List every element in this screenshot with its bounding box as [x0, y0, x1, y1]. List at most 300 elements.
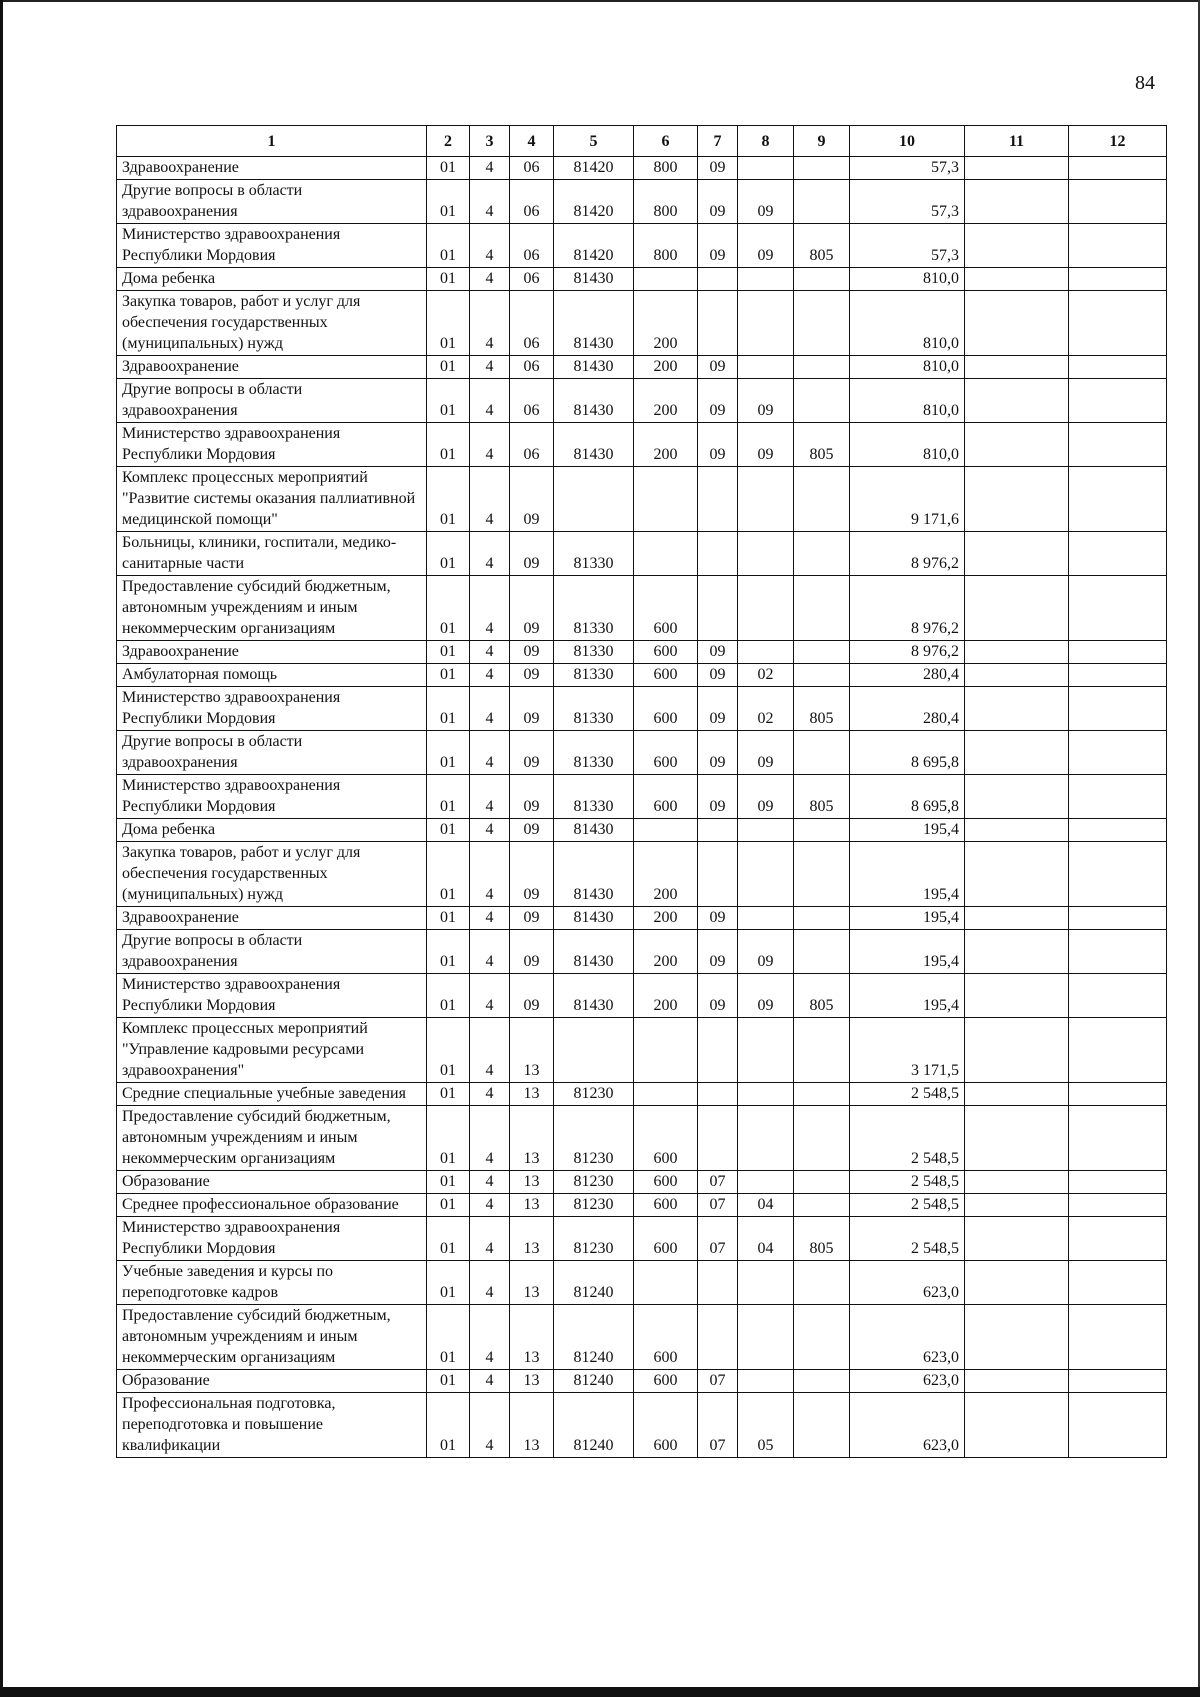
row-c2-cell: 01	[427, 268, 470, 291]
row-c2-cell: 01	[427, 379, 470, 423]
row-c10-cell: 623,0	[850, 1393, 965, 1458]
row-c7-cell	[698, 576, 738, 641]
row-c4-cell: 13	[510, 1393, 554, 1458]
row-c11-cell	[965, 1261, 1069, 1305]
row-c4-cell: 06	[510, 356, 554, 379]
row-c4-cell: 09	[510, 819, 554, 842]
row-c2-cell: 01	[427, 842, 470, 907]
row-c7-cell: 09	[698, 775, 738, 819]
row-c11-cell	[965, 819, 1069, 842]
row-name-cell: Здравоохранение	[117, 907, 427, 930]
row-name-cell: Министерство здравоохранения Республики Мордовия	[117, 224, 427, 268]
row-c12-cell	[1069, 1018, 1167, 1083]
row-c3-cell: 4	[470, 1370, 510, 1393]
row-c6-cell: 600	[634, 664, 698, 687]
row-name-cell: Другие вопросы в области здравоохранения	[117, 731, 427, 775]
row-c12-cell	[1069, 379, 1167, 423]
row-c12-cell	[1069, 1106, 1167, 1171]
row-c2-cell: 01	[427, 775, 470, 819]
row-c7-cell: 09	[698, 224, 738, 268]
row-c8-cell: 04	[738, 1217, 794, 1261]
row-c9-cell: 805	[794, 775, 850, 819]
row-c8-cell: 09	[738, 224, 794, 268]
row-c5-cell: 81330	[554, 687, 634, 731]
row-c4-cell: 13	[510, 1083, 554, 1106]
table-row	[117, 1171, 1167, 1194]
row-c7-cell: 09	[698, 687, 738, 731]
row-c6-cell: 800	[634, 224, 698, 268]
row-c2-cell: 01	[427, 1393, 470, 1458]
row-name-cell: Министерство здравоохранения Республики Мордовия	[117, 974, 427, 1018]
row-c9-cell	[794, 641, 850, 664]
row-c12-cell	[1069, 1393, 1167, 1458]
row-c11-cell	[965, 842, 1069, 907]
row-c6-cell: 800	[634, 180, 698, 224]
row-c7-cell	[698, 819, 738, 842]
scan-edge-top	[0, 0, 1200, 2]
row-c12-cell	[1069, 467, 1167, 532]
row-c12-cell	[1069, 1217, 1167, 1261]
row-c9-cell: 805	[794, 224, 850, 268]
table-row	[117, 1018, 1167, 1083]
row-c10-cell: 8 976,2	[850, 532, 965, 576]
row-c8-cell	[738, 576, 794, 641]
row-c6-cell: 200	[634, 842, 698, 907]
row-c9-cell: 805	[794, 423, 850, 467]
row-c2-cell: 01	[427, 1171, 470, 1194]
row-c5-cell: 81230	[554, 1106, 634, 1171]
row-c8-cell	[738, 641, 794, 664]
table-row	[117, 157, 1167, 180]
row-c10-cell: 195,4	[850, 930, 965, 974]
row-c7-cell	[698, 842, 738, 907]
row-c4-cell: 13	[510, 1018, 554, 1083]
row-c7-cell: 09	[698, 907, 738, 930]
row-c6-cell	[634, 532, 698, 576]
row-c11-cell	[965, 356, 1069, 379]
row-c5-cell: 81330	[554, 731, 634, 775]
column-header: 4	[510, 126, 554, 157]
row-c2-cell: 01	[427, 1018, 470, 1083]
row-c6-cell: 200	[634, 907, 698, 930]
row-c3-cell: 4	[470, 1393, 510, 1458]
row-c11-cell	[965, 1083, 1069, 1106]
row-c4-cell: 13	[510, 1106, 554, 1171]
row-c12-cell	[1069, 356, 1167, 379]
row-c3-cell: 4	[470, 1018, 510, 1083]
row-c7-cell: 09	[698, 731, 738, 775]
row-c11-cell	[965, 291, 1069, 356]
row-c5-cell: 81240	[554, 1261, 634, 1305]
column-header: 11	[965, 126, 1069, 157]
table-row	[117, 532, 1167, 576]
column-header: 1	[117, 126, 427, 157]
row-c2-cell: 01	[427, 1083, 470, 1106]
row-c3-cell: 4	[470, 930, 510, 974]
row-c3-cell: 4	[470, 664, 510, 687]
row-c7-cell: 07	[698, 1217, 738, 1261]
row-c4-cell: 09	[510, 467, 554, 532]
row-c10-cell: 195,4	[850, 907, 965, 930]
row-c6-cell: 200	[634, 423, 698, 467]
row-c5-cell: 81420	[554, 157, 634, 180]
row-c8-cell	[738, 1171, 794, 1194]
row-c12-cell	[1069, 775, 1167, 819]
row-c7-cell	[698, 467, 738, 532]
row-c6-cell: 600	[634, 641, 698, 664]
row-c6-cell: 800	[634, 157, 698, 180]
row-c3-cell: 4	[470, 731, 510, 775]
row-c4-cell: 09	[510, 576, 554, 641]
page-number: 84	[1135, 72, 1155, 94]
row-c4-cell: 13	[510, 1194, 554, 1217]
row-c12-cell	[1069, 423, 1167, 467]
row-c6-cell: 600	[634, 1194, 698, 1217]
row-c2-cell: 01	[427, 224, 470, 268]
row-c8-cell: 09	[738, 731, 794, 775]
row-c12-cell	[1069, 664, 1167, 687]
row-c8-cell	[738, 1083, 794, 1106]
row-c10-cell: 195,4	[850, 819, 965, 842]
row-c2-cell: 01	[427, 157, 470, 180]
row-c9-cell	[794, 1083, 850, 1106]
row-c10-cell: 623,0	[850, 1370, 965, 1393]
row-name-cell: Здравоохранение	[117, 641, 427, 664]
row-name-cell: Образование	[117, 1171, 427, 1194]
scan-edge-bottom	[0, 1687, 1200, 1697]
table-row	[117, 576, 1167, 641]
row-c6-cell: 600	[634, 1393, 698, 1458]
table-row	[117, 1217, 1167, 1261]
row-c7-cell	[698, 1106, 738, 1171]
row-c12-cell	[1069, 930, 1167, 974]
row-c8-cell	[738, 467, 794, 532]
row-c12-cell	[1069, 532, 1167, 576]
row-c11-cell	[965, 180, 1069, 224]
row-c12-cell	[1069, 1194, 1167, 1217]
row-c9-cell: 805	[794, 1217, 850, 1261]
column-header: 3	[470, 126, 510, 157]
table-row	[117, 1305, 1167, 1370]
row-c6-cell: 600	[634, 1370, 698, 1393]
row-c2-cell: 01	[427, 974, 470, 1018]
row-c3-cell: 4	[470, 1194, 510, 1217]
row-c3-cell: 4	[470, 224, 510, 268]
row-c4-cell: 13	[510, 1171, 554, 1194]
row-c5-cell: 81330	[554, 576, 634, 641]
row-name-cell: Среднее профессиональное образование	[117, 1194, 427, 1217]
row-c2-cell: 01	[427, 1106, 470, 1171]
row-c3-cell: 4	[470, 1305, 510, 1370]
row-c2-cell: 01	[427, 819, 470, 842]
column-header: 9	[794, 126, 850, 157]
row-c9-cell	[794, 1261, 850, 1305]
row-c8-cell	[738, 532, 794, 576]
row-c11-cell	[965, 467, 1069, 532]
row-c12-cell	[1069, 842, 1167, 907]
column-header: 5	[554, 126, 634, 157]
row-c11-cell	[965, 1106, 1069, 1171]
table-row	[117, 224, 1167, 268]
row-c8-cell: 09	[738, 930, 794, 974]
row-c8-cell: 05	[738, 1393, 794, 1458]
column-header: 6	[634, 126, 698, 157]
row-c10-cell: 8 976,2	[850, 576, 965, 641]
table-row	[117, 423, 1167, 467]
table-row	[117, 731, 1167, 775]
column-header: 8	[738, 126, 794, 157]
table-row	[117, 291, 1167, 356]
row-c8-cell: 02	[738, 687, 794, 731]
table-row	[117, 842, 1167, 907]
row-c3-cell: 4	[470, 1171, 510, 1194]
row-c8-cell: 09	[738, 180, 794, 224]
row-c8-cell	[738, 842, 794, 907]
row-c9-cell	[794, 1018, 850, 1083]
row-c7-cell	[698, 291, 738, 356]
row-c9-cell	[794, 819, 850, 842]
row-c10-cell: 623,0	[850, 1261, 965, 1305]
row-c9-cell	[794, 731, 850, 775]
row-c12-cell	[1069, 291, 1167, 356]
row-c6-cell	[634, 467, 698, 532]
row-c3-cell: 4	[470, 641, 510, 664]
row-c6-cell: 200	[634, 291, 698, 356]
row-c3-cell: 4	[470, 1106, 510, 1171]
row-c4-cell: 09	[510, 974, 554, 1018]
row-name-cell: Предоставление субсидий бюджетным, автономным учреждениям и иным некоммерческим организациям	[117, 1106, 427, 1171]
row-c6-cell: 600	[634, 576, 698, 641]
row-c2-cell: 01	[427, 687, 470, 731]
row-c10-cell: 195,4	[850, 842, 965, 907]
row-c4-cell: 09	[510, 842, 554, 907]
row-c9-cell	[794, 930, 850, 974]
row-c3-cell: 4	[470, 423, 510, 467]
row-c9-cell	[794, 1305, 850, 1370]
row-c7-cell: 09	[698, 974, 738, 1018]
row-c9-cell	[794, 1393, 850, 1458]
row-name-cell: Закупка товаров, работ и услуг для обеспечения государственных (муниципальных) нужд	[117, 291, 427, 356]
row-c9-cell	[794, 664, 850, 687]
row-c5-cell: 81430	[554, 907, 634, 930]
row-c10-cell: 9 171,6	[850, 467, 965, 532]
row-c2-cell: 01	[427, 731, 470, 775]
row-c3-cell: 4	[470, 1217, 510, 1261]
row-c6-cell	[634, 819, 698, 842]
row-c10-cell: 810,0	[850, 423, 965, 467]
row-c8-cell	[738, 819, 794, 842]
row-c10-cell: 8 695,8	[850, 731, 965, 775]
table-row	[117, 356, 1167, 379]
row-c10-cell: 57,3	[850, 224, 965, 268]
row-c8-cell	[738, 907, 794, 930]
row-c3-cell: 4	[470, 576, 510, 641]
row-c9-cell	[794, 1194, 850, 1217]
row-c11-cell	[965, 907, 1069, 930]
row-c10-cell: 3 171,5	[850, 1018, 965, 1083]
row-c9-cell	[794, 532, 850, 576]
row-c2-cell: 01	[427, 1370, 470, 1393]
row-c11-cell	[965, 687, 1069, 731]
row-c11-cell	[965, 1194, 1069, 1217]
row-name-cell: Учебные заведения и курсы по переподготовке кадров	[117, 1261, 427, 1305]
column-header: 12	[1069, 126, 1167, 157]
row-c5-cell: 81330	[554, 664, 634, 687]
row-c3-cell: 4	[470, 180, 510, 224]
row-c12-cell	[1069, 1171, 1167, 1194]
row-c8-cell: 02	[738, 664, 794, 687]
row-c3-cell: 4	[470, 974, 510, 1018]
row-c6-cell	[634, 268, 698, 291]
row-c9-cell	[794, 467, 850, 532]
row-c12-cell	[1069, 224, 1167, 268]
row-c2-cell: 01	[427, 930, 470, 974]
row-name-cell: Амбулаторная помощь	[117, 664, 427, 687]
row-c11-cell	[965, 974, 1069, 1018]
table-row	[117, 268, 1167, 291]
row-c6-cell: 200	[634, 974, 698, 1018]
row-c11-cell	[965, 532, 1069, 576]
row-c10-cell: 810,0	[850, 291, 965, 356]
row-c11-cell	[965, 1393, 1069, 1458]
row-c11-cell	[965, 423, 1069, 467]
row-c6-cell: 200	[634, 930, 698, 974]
row-c12-cell	[1069, 157, 1167, 180]
row-name-cell: Закупка товаров, работ и услуг для обеспечения государственных (муниципальных) нужд	[117, 842, 427, 907]
table-row	[117, 1393, 1167, 1458]
table-row	[117, 1261, 1167, 1305]
row-c4-cell: 06	[510, 268, 554, 291]
row-c12-cell	[1069, 1305, 1167, 1370]
row-c10-cell: 810,0	[850, 268, 965, 291]
column-header: 10	[850, 126, 965, 157]
row-c2-cell: 01	[427, 467, 470, 532]
row-c6-cell	[634, 1083, 698, 1106]
row-c11-cell	[965, 1171, 1069, 1194]
table-row	[117, 1370, 1167, 1393]
row-name-cell: Министерство здравоохранения Республики Мордовия	[117, 1217, 427, 1261]
row-c9-cell	[794, 1106, 850, 1171]
row-c8-cell	[738, 291, 794, 356]
row-c6-cell: 600	[634, 1106, 698, 1171]
row-c10-cell: 195,4	[850, 974, 965, 1018]
row-c8-cell	[738, 157, 794, 180]
column-header: 7	[698, 126, 738, 157]
row-c11-cell	[965, 576, 1069, 641]
row-c5-cell: 81430	[554, 268, 634, 291]
table-row	[117, 1106, 1167, 1171]
row-c9-cell	[794, 379, 850, 423]
row-c9-cell: 805	[794, 687, 850, 731]
row-c4-cell: 06	[510, 157, 554, 180]
row-c4-cell: 09	[510, 687, 554, 731]
row-c2-cell: 01	[427, 291, 470, 356]
row-c4-cell: 06	[510, 180, 554, 224]
row-c7-cell	[698, 1083, 738, 1106]
row-c11-cell	[965, 930, 1069, 974]
row-c7-cell	[698, 268, 738, 291]
row-c11-cell	[965, 664, 1069, 687]
row-c10-cell: 623,0	[850, 1305, 965, 1370]
row-c10-cell: 57,3	[850, 157, 965, 180]
table-row	[117, 641, 1167, 664]
row-c11-cell	[965, 1370, 1069, 1393]
scan-edge-left	[0, 0, 3, 1697]
row-c11-cell	[965, 731, 1069, 775]
row-c11-cell	[965, 1018, 1069, 1083]
row-c7-cell	[698, 532, 738, 576]
row-c7-cell: 09	[698, 641, 738, 664]
row-name-cell: Предоставление субсидий бюджетным, автономным учреждениям и иным некоммерческим организациям	[117, 576, 427, 641]
row-c5-cell	[554, 1018, 634, 1083]
row-c9-cell	[794, 356, 850, 379]
table-header-row	[117, 126, 1167, 157]
row-c8-cell	[738, 1370, 794, 1393]
row-c2-cell: 01	[427, 907, 470, 930]
row-c2-cell: 01	[427, 576, 470, 641]
row-c10-cell: 2 548,5	[850, 1106, 965, 1171]
row-c10-cell: 8 695,8	[850, 775, 965, 819]
row-c10-cell: 810,0	[850, 356, 965, 379]
row-c10-cell: 2 548,5	[850, 1217, 965, 1261]
table-row	[117, 1083, 1167, 1106]
row-c11-cell	[965, 1305, 1069, 1370]
row-name-cell: Дома ребенка	[117, 819, 427, 842]
row-name-cell: Здравоохранение	[117, 356, 427, 379]
row-c4-cell: 06	[510, 224, 554, 268]
row-c6-cell	[634, 1261, 698, 1305]
row-c2-cell: 01	[427, 664, 470, 687]
row-c3-cell: 4	[470, 687, 510, 731]
row-c9-cell	[794, 268, 850, 291]
row-name-cell: Другие вопросы в области здравоохранения	[117, 930, 427, 974]
row-c2-cell: 01	[427, 1261, 470, 1305]
row-c2-cell: 01	[427, 1194, 470, 1217]
row-name-cell: Предоставление субсидий бюджетным, автономным учреждениям и иным некоммерческим организациям	[117, 1305, 427, 1370]
row-c4-cell: 06	[510, 291, 554, 356]
row-c9-cell	[794, 1370, 850, 1393]
row-c12-cell	[1069, 1083, 1167, 1106]
row-name-cell: Дома ребенка	[117, 268, 427, 291]
row-c10-cell: 280,4	[850, 664, 965, 687]
row-c2-cell: 01	[427, 1305, 470, 1370]
row-c11-cell	[965, 224, 1069, 268]
row-name-cell: Министерство здравоохранения Республики Мордовия	[117, 423, 427, 467]
row-c5-cell: 81430	[554, 379, 634, 423]
row-c2-cell: 01	[427, 423, 470, 467]
row-c3-cell: 4	[470, 775, 510, 819]
row-name-cell: Средние специальные учебные заведения	[117, 1083, 427, 1106]
row-c3-cell: 4	[470, 532, 510, 576]
row-c12-cell	[1069, 180, 1167, 224]
row-c6-cell: 600	[634, 1305, 698, 1370]
row-c4-cell: 06	[510, 423, 554, 467]
row-name-cell: Министерство здравоохранения Республики Мордовия	[117, 775, 427, 819]
row-c8-cell	[738, 1305, 794, 1370]
row-c3-cell: 4	[470, 1083, 510, 1106]
row-name-cell: Другие вопросы в области здравоохранения	[117, 379, 427, 423]
row-c5-cell: 81230	[554, 1171, 634, 1194]
row-c7-cell: 07	[698, 1171, 738, 1194]
row-c12-cell	[1069, 907, 1167, 930]
row-c12-cell	[1069, 687, 1167, 731]
row-c7-cell: 09	[698, 157, 738, 180]
row-c2-cell: 01	[427, 1217, 470, 1261]
row-c7-cell	[698, 1305, 738, 1370]
row-c10-cell: 2 548,5	[850, 1194, 965, 1217]
row-c4-cell: 06	[510, 379, 554, 423]
row-c6-cell: 600	[634, 731, 698, 775]
